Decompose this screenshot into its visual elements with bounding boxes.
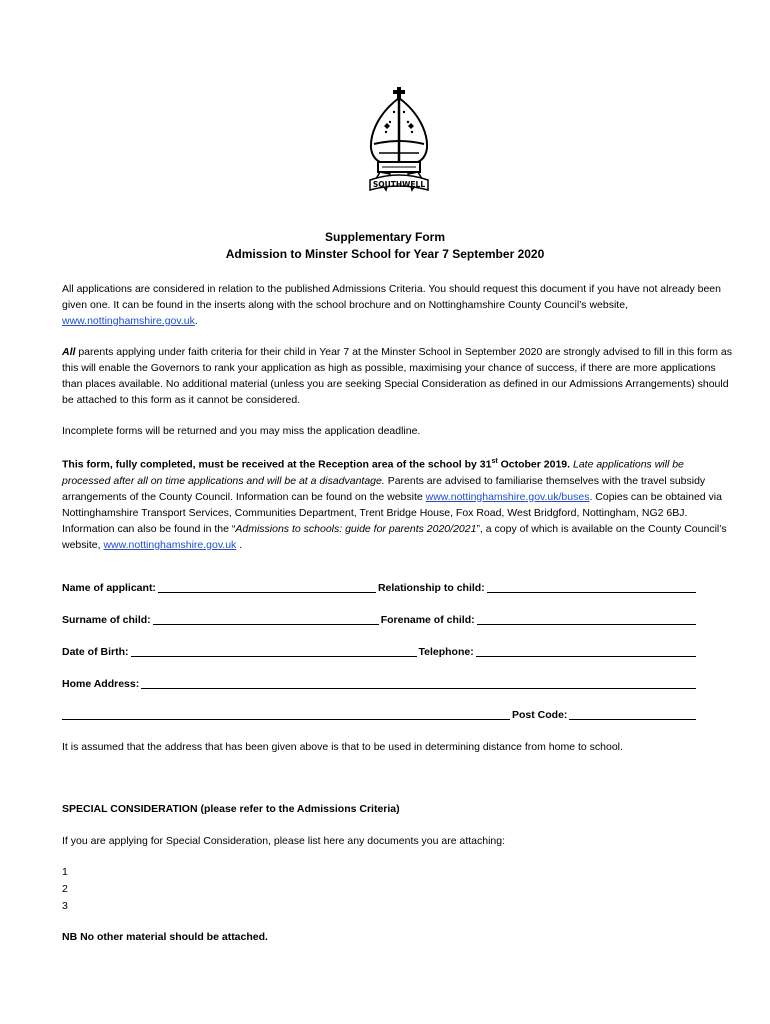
row-applicant bbox=[62, 580, 698, 596]
list-item[interactable]: 3 bbox=[62, 900, 68, 912]
intro-paragraph bbox=[62, 281, 734, 329]
row-address-postcode bbox=[62, 707, 698, 723]
council-website-link-2[interactable]: www.nottinghamshire.gov.uk bbox=[103, 538, 237, 551]
faith-text: parents applying under faith criteria for their child in Year 7 at the Minster School in September 2020 are strongly advised to fill in this form as this will enable the Governors to rank your application as high as possible, maximising your chance of success, if there are more applications than places available. No additional material (unless you are seeking Special Consideration as defined in our Admissions Arrangements) should be attached to this form as it cannot be considered. bbox=[62, 346, 733, 406]
deadline-italic: Late applications will be processed after all on time applications and will be at a disadvantage. bbox=[62, 458, 684, 487]
attachments-list bbox=[62, 864, 68, 915]
address-note bbox=[62, 739, 734, 755]
form-title bbox=[0, 229, 770, 263]
name-of-applicant-field[interactable] bbox=[158, 581, 376, 593]
dob-label: Date of Birth: bbox=[62, 646, 129, 658]
dob-field[interactable] bbox=[131, 645, 417, 657]
incomplete-text: Incomplete forms will be returned and you may miss the application deadline. bbox=[62, 425, 421, 437]
deadline-text-3: ”, a copy of which is available on the County Council’s website, bbox=[62, 522, 727, 551]
special-instruction-text: If you are applying for Special Consideration, please list here any documents you are attaching: bbox=[62, 835, 506, 847]
title-line-1: Supplementary Form bbox=[324, 230, 446, 244]
row-dob-telephone bbox=[62, 644, 698, 660]
council-website-link[interactable]: www.nottinghamshire.gov.uk bbox=[62, 315, 195, 327]
address-note-text: It is assumed that the address that has been given above is that to be used in determining distance from home to school. bbox=[62, 741, 623, 753]
intro-end: . bbox=[194, 315, 198, 327]
relationship-label: Relationship to child: bbox=[377, 582, 485, 594]
special-consideration-instruction bbox=[62, 833, 734, 849]
forename-field[interactable] bbox=[477, 613, 696, 625]
title-line-2: Admission to Minster School for Year 7 September 2020 bbox=[225, 247, 545, 261]
nb-note bbox=[62, 929, 734, 945]
home-address-line-2[interactable] bbox=[62, 708, 510, 720]
faith-lead: All bbox=[62, 346, 76, 358]
deadline-text-4: . bbox=[236, 538, 243, 551]
guide-title: Admissions to schools: guide for parents 2020/2021 bbox=[235, 522, 477, 535]
name-of-applicant-label: Name of applicant: bbox=[62, 582, 156, 594]
nb-text: NB No other material should be attached. bbox=[62, 931, 268, 943]
incomplete-note bbox=[62, 423, 734, 439]
home-address-label: Home Address: bbox=[62, 678, 140, 690]
special-heading-text: SPECIAL CONSIDERATION (please refer to the Admissions Criteria) bbox=[62, 803, 400, 815]
post-code-field[interactable] bbox=[569, 708, 696, 720]
surname-field[interactable] bbox=[153, 613, 379, 625]
forename-label: Forename of child: bbox=[380, 614, 475, 626]
deadline-sup: st bbox=[491, 458, 498, 465]
home-address-field[interactable] bbox=[141, 677, 696, 689]
deadline-text-1: Parents are advised to familiarise themselves with the travel subsidy arrangements of the County Council. Information can be found on the website bbox=[62, 474, 706, 503]
row-child-names bbox=[62, 612, 698, 628]
list-item[interactable]: 2 bbox=[62, 883, 68, 895]
crest-label: SOUTHWELL bbox=[372, 180, 426, 189]
telephone-label: Telephone: bbox=[418, 646, 474, 658]
deadline-bold: This form, fully completed, must be received at the Reception area of the school by 31 bbox=[62, 458, 492, 471]
surname-label: Surname of child: bbox=[62, 614, 151, 626]
buses-website-link[interactable]: www.nottinghamshire.gov.uk/buses bbox=[425, 490, 590, 503]
row-home-address bbox=[62, 676, 698, 692]
school-crest-logo bbox=[362, 86, 436, 198]
deadline-bold-end: October 2019. bbox=[497, 458, 571, 471]
list-item[interactable]: 1 bbox=[62, 866, 68, 878]
post-code-label: Post Code: bbox=[512, 709, 568, 721]
deadline-text-2: . Copies can be obtained via Nottinghamshire Transport Services, Communities Department, Trent Bridge House, Fox Road, West Bridgford, Nottingham, NG2 6BJ. Information can also be found in the “ bbox=[62, 490, 722, 535]
special-consideration-heading bbox=[62, 801, 734, 817]
faith-criteria-paragraph bbox=[62, 344, 734, 408]
deadline-paragraph bbox=[62, 454, 734, 553]
relationship-field[interactable] bbox=[487, 581, 696, 593]
telephone-field[interactable] bbox=[476, 645, 696, 657]
intro-text: All applications are considered in relation to the published Admissions Criteria. You should request this document if you have not already been given one. It can be found in the inserts along with the school brochure and on Nottinghamshire County Council’s website, bbox=[62, 283, 721, 311]
